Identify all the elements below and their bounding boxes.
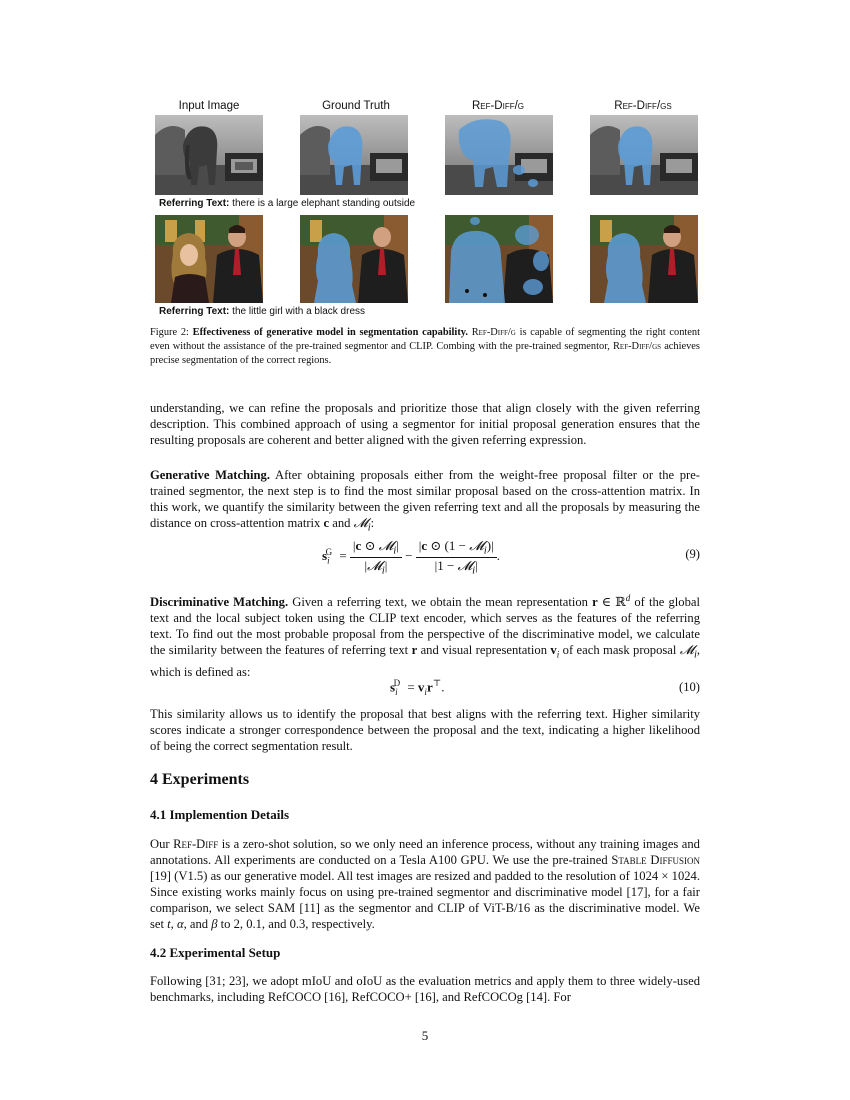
equation-10-number: (10) — [679, 680, 700, 694]
section-heading-experiments: 4 Experiments — [150, 771, 250, 788]
girl-input-image — [155, 215, 263, 303]
figure-col-header-refdiff-g: Ref-Diff/g — [471, 100, 525, 112]
girl-ground-truth-image — [300, 215, 408, 303]
elephant-input-image — [155, 115, 263, 195]
paragraph-proposals: understanding, we can refine the proposals and prioritize those that align closely with the given referring description. This combined approach of using a segmentor for initial proposal generation ensures that the resulting proposals are coherent and better aligned with the given referring expression. — [150, 401, 700, 447]
referring-text-row1: Referring Text: there is a large elephant standing outside — [159, 198, 416, 209]
elephant-refdiff-gs-image — [590, 115, 698, 195]
paragraph-setup: Following [31; 23], we adopt mIoU and oIoU as the evaluation metrics and apply them to three widely-used benchmarks, including RefCOCO [16], RefCOCO+ [16], and RefCOCOg [14]. For — [150, 974, 700, 1004]
girl-refdiff-g-image — [445, 215, 553, 303]
equation-9-number: (9) — [685, 547, 700, 561]
paragraph-implementation: Our Ref-Diff is a zero-shot solution, so we only need an inference process, without any training images and annotations. All experiments are conducted on a Tesla A100 GPU. We use the pre-trained Stable Diffusion [19] (V1.5) as our generative model. All test images are resized and padded to the resolution of 1024 × 1024. Since existing works mainly focus on using pre-trained segmentor and discriminative model [17], for a fair comparison, we select SAM [11] as the segmentor and CLIP of ViT-B/16 as the discriminative model. We set t, α, and β to 2, 0.1, and 0.3, respectively. — [150, 837, 701, 931]
elephant-refdiff-g-image — [445, 115, 553, 195]
girl-refdiff-gs-image — [590, 215, 698, 303]
subsection-heading-implementation: 4.1 Implemention Details — [150, 807, 290, 822]
equation-10: $s_i^D = v_ir^⊤$. — [390, 678, 445, 697]
figure-caption: Figure 2: Effectiveness of generative model in segmentation capability. Ref-Diff/g is capable of segmenting the right content even without the assistance of the pre-trained segmentor and CLIP. Combing with the pre-trained segmentor, Ref-Diff/gs achieves precise segmentation of the correct regions. — [150, 327, 700, 366]
referring-text-row2: Referring Text: the little girl with a black dress — [159, 306, 366, 317]
paragraph-similarity: This similarity allows us to identify the proposal that best aligns with the referring text. Higher similarity scores indicate a stronger correspondence between the proposal and the text, indicating a higher likelihood of being the correct segmentation result. — [150, 707, 700, 753]
subsection-heading-setup: 4.2 Experimental Setup — [150, 945, 281, 960]
paragraph-discriminative-matching: Discriminative Matching. Given a referring text, we obtain the mean representation r ∈ ℝ$^d$ of the global text and the local subject token using the CLIP text encoder, which serves as the features of the referring text. To find out the most probable proposal from the perspective of the discriminative model, we calculate the similarity between the features of referring text r and visual representation $v_i$ of each mask proposal 𝓜$_i$, which is defined as: — [150, 593, 701, 679]
equation-9: $s_i^G$ = $\frac{|c ⊙ 𝓜_i|}{|𝓜_i|}$ − $\frac{|c ⊙ (1 - 𝓜_i)|}{|1 - 𝓜_i|}$ . — [322, 538, 500, 577]
figure-col-header-refdiff-gs: Ref-Diff/gs — [614, 100, 672, 112]
figure-col-header-gt: Ground Truth — [322, 100, 390, 112]
elephant-ground-truth-image — [300, 115, 408, 195]
paragraph-generative-matching: Generative Matching. After obtaining proposals either from the weight-free proposal filter or the pre-trained segmentor, the next step is to find the most similar proposal based on the cross-attention matrix. In this work, we quantify the similarity between the given referring text and all the proposals by measuring the distance on cross-attention matrix c and 𝓜$_i$: — [150, 468, 700, 534]
page-number: 5 — [421, 1028, 429, 1043]
figure-col-header-input: Input Image — [178, 100, 240, 112]
